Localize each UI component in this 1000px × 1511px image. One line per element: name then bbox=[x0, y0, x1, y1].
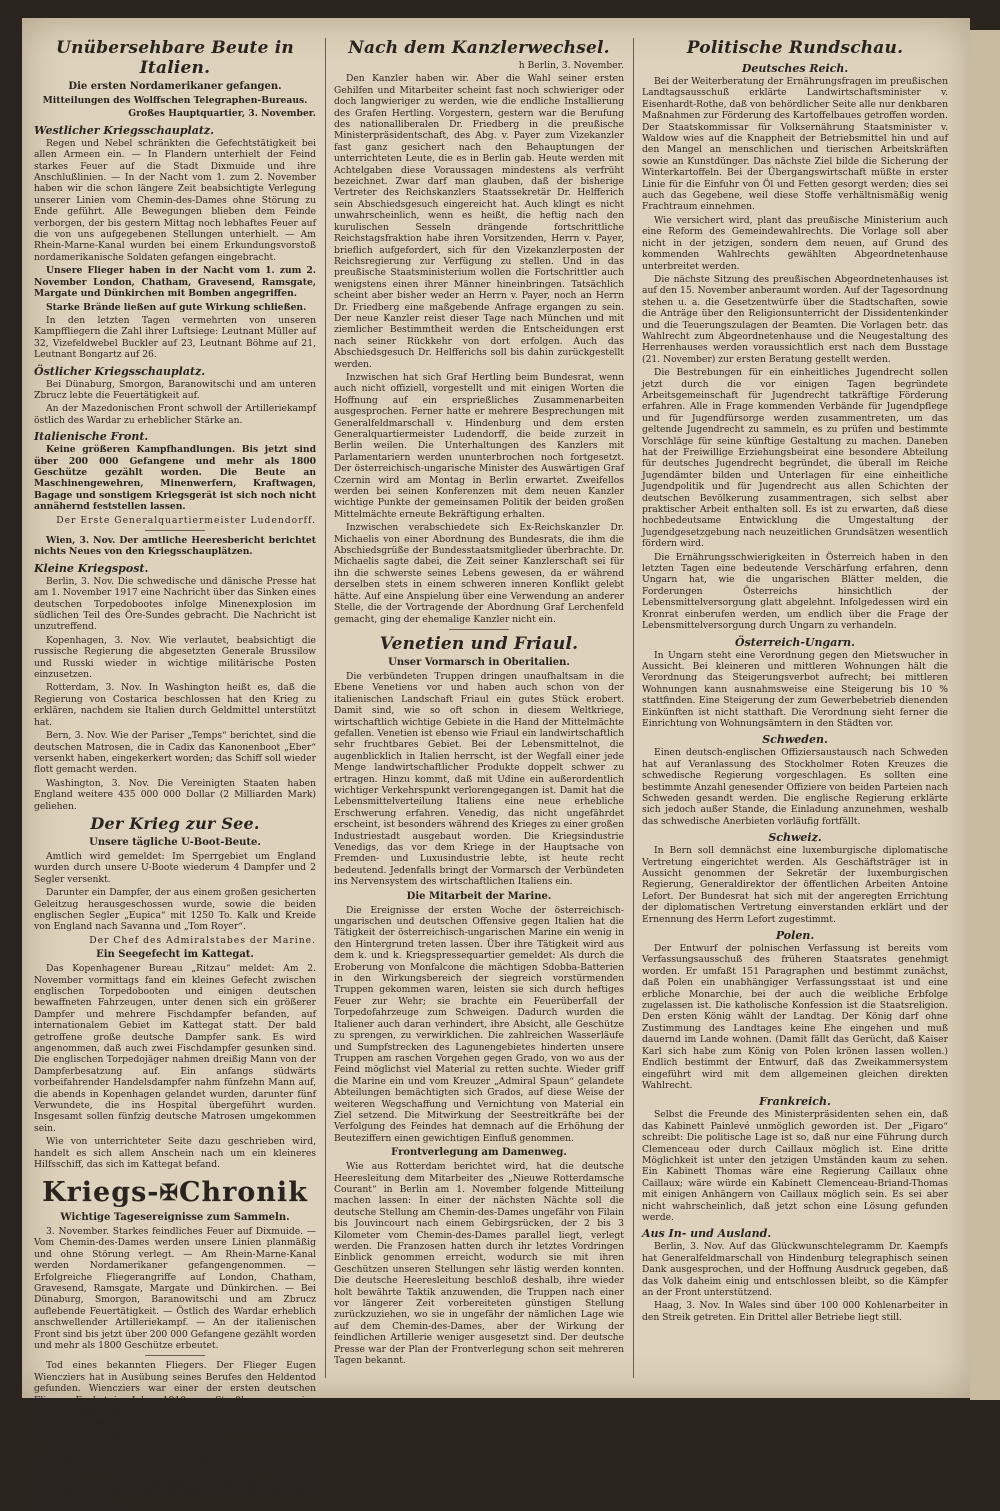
section-kriegspost: Kleine Kriegspost. bbox=[34, 561, 149, 575]
paragraph: Washington, 3. Nov. Die Vereinigten Staaten haben England weitere 435 000 000 Dollar (2 Milliarden Mark) geliehen. bbox=[34, 777, 316, 812]
paragraph: Den Kanzler haben wir. Aber die Wahl seiner ersten Gehilfen und Mitarbeiter scheint fast noch schwieriger oder doch langwieriger zu werden, wie die endliche Installierung des Grafen Hertling. Vorgestern, gestern war die Berufung des nationalliberalen Dr. Friedberg in die preußische Ministerpräsidentschaft, des Abg. v. Payer zum Vizekanzler fast ganz gesichert nach den Behauptungen der unterrichteten Leute, die es in Berlin gab. Heute werden mit Achtelgaben diese Voraussagen mindestens als verfrüht bezeichnet. Zwar darf man glauben, daß der bisherige Vertreter des Reichskanzlers Staatssekretär Dr. Helfferich sein Abschiedsgesuch eingereicht hat. Auch klingt es nicht unwahrscheinlich, wenn es heißt, die heftig nach den kurulischen Sesseln drängende fortschrittliche Reichstagsfraktion habe ihren Vorsitzenden, Herrn v. Payer, brieflich aufgefordert, sich für den Vizekanzlerposten der Reichsregierung zur Verfügung zu stellen. Und in das preußische Staatsministerium wollen die Fortschrittler auch wenigstens einen ihrer Männer hineinbringen. Tatsächlich scheint aber bisher weder an Herrn v. Payer, noch an Herrn Dr. Friedberg eine maßgebende Anfrage ergangen zu sein. Der neue Kanzler reist dieser Tage nach München und mit ziemlicher Bestimmtheit werden die Entscheidungen erst nach seiner Rückkehr von dort erfolgen. Auch das Abschiedsgesuch Dr. Helfferichs soll bis dahin zurückgestellt werden. bbox=[334, 73, 624, 370]
paragraph: Bern, 3. Nov. Wie der Pariser „Temps“ berichtet, sind die deutschen Matrosen, die in Cadix das Kanonenboot „Eber“ versenkt haben, eingekerkert worden; das Schiff soll wieder flott gemacht werden. bbox=[34, 730, 316, 776]
paragraph: Haag, 3. Nov. In Wales sind über 100 000 Kohlenarbeiter in den Streik getreten. Ein Drittel aller Betriebe liegt still. bbox=[642, 1300, 948, 1323]
subhead-chronik: Wichtige Tagesereignisse zum Sammeln. bbox=[60, 1212, 290, 1223]
headline-kanzlerwechsel: Nach dem Kanzlerwechsel. bbox=[348, 38, 610, 58]
subhead-marine: Die Mitarbeit der Marine. bbox=[406, 890, 552, 902]
column-rule bbox=[633, 38, 634, 1378]
paragraph: 3. November. Starkes feindliches Feuer auf Dixmuide. — Vom Chemin-des-Dames werden unsere Linien planmäßig und ohne Störung verlegt. — Am Rhein-Marne-Kanal werden Nordamerikaner gefangengenommen. — Erfolgreiche Fliegerangriffe auf London, Chatham, Gravesend, Ramsgate, Margate und Dünkirchen. — Bei Dünaburg, Smorgon, Baranowitschi und am Zbrucz auflebende Feuertätigkeit. — Östlich des Wardar erheblich anschwellender Artilleriekampf. — An der italienischen Front sind bis jetzt über 200 000 Gefangene gezählt worden und mehr als 1800 Geschütze erbeutet. bbox=[34, 1226, 316, 1352]
section-schweiz: Schweiz. bbox=[768, 831, 822, 845]
paragraph: Das Kopenhagener Bureau „Ritzau“ meldet: Am 2. November vormittags fand ein kleines Gefecht zwischen englischen Torpedobooten und einigen deutschen bewaffneten Fahrzeugen, unter denen sich ein größerer Dampfer und mehrere Fischdampfer befanden, auf internationalem Gebiet im Kattegat statt. Der bald getroffene große deutsche Dampfer sank. Es wird angenommen, daß auch zwei Fischdampfer gesunken sind. Die englischen Torpedojäger nahmen dreißig Mann von der Dampferbesatzung auf. Ein anfangs südwärts vorbeifahrender Handelsdampfer nahm fünfzehn Mann auf, die abends in Kopenhagen gelandet wurden, darunter fünf Verwundete, die ins Hospital übergeführt wurden. Insgesamt sollen fünfzig deutsche Matrosen umgekommen sein. bbox=[34, 963, 316, 1134]
adjacent-page-edge bbox=[970, 30, 1000, 1400]
headline-beute: Unübersehbare Beute in Italien. bbox=[56, 38, 294, 78]
divider bbox=[145, 1355, 205, 1356]
iron-cross-icon: ✠ bbox=[159, 1180, 179, 1206]
paragraph: Darunter ein Dampfer, der aus einem großen gesicherten Geleitzug herausgeschossen wurde, sowie die beiden englischen Segler „Eupica“ mit 1250 To. Kalk und Kreide von England nach Savanna und „Tom Royer“. bbox=[34, 887, 316, 933]
paragraph: Die Ernährungsschwierigkeiten in Österreich haben in den letzten Tagen eine bedeutende Verschärfung erfahren, denn Ungarn hat, wie die ungarischen Blätter melden, die Forderungen Österreichs hinsichtlich der Lebensmittelversorgung glatt abgelehnt. Infolgedessen wird ein Kronrat einberufen werden, um endlich über die Frage der Lebensmittelversorgung durch Ungarn zu verhandeln. bbox=[642, 551, 948, 632]
chronik-left: Kriegs- bbox=[42, 1176, 160, 1208]
paragraph: Regen und Nebel schränkten die Gefechtstätigkeit bei allen Armeen ein. — In Flandern unterhielt der Feind starkes Feuer auf die Stadt Dixmuide und ihre Anschlußlinien. — In der Nacht vom 1. zum 2. November haben wir die schon längere Zeit beabsichtigte Verlegung unserer Linien vom Chemin-des-Dames ohne Störung zu Ende geführt. Alle Bewegungen blieben dem Feinde verborgen, der bis gestern Mittag noch lebhaftes Feuer auf die von uns aufgegebenen Stellungen unterhielt. — Am Rhein-Marne-Kanal wurden bei einem Erkundungsvorstoß nordamerikanische Soldaten gefangen eingebracht. bbox=[34, 137, 316, 263]
column-rule bbox=[325, 38, 326, 1378]
paragraph: Wie aus Rotterdam berichtet wird, hat die deutsche Heeresleitung dem Mitarbeiter des „Nieuwe Rotterdamsche Courant“ in Berlin am 1. November folgende Mitteilung machen lassen: In einer der nächsten Nächte soll die deutsche Stellung am Chemin-des-Dames ungefähr von Filain bis Jouvincourt nach einem Gebirgsrücken, der 2 bis 3 Kilometer vom Chemin-des-Dames parallel liegt, verlegt werden. Die Franzosen hatten durch ihr letztes Vordringen Einblick genommen erreicht, wodurch sie mit ihren Geschützen unseren Stellungen sehr lästig werden konnten. Die deutsche Heeresleitung beschloß deshalb, ihre wieder holt bewährte Taktik anzuwenden, die Truppen nach einer vor längerer Zeit vorbereiteten günstigen Stellung zurückzuziehen, wo sie in ungefähr der nämlichen Lage wie auf dem Chemin-des-Dames, aber der Wirkung der feindlichen Artillerie weniger ausgesetzt sind. Der deutsche Presse war der Plan der Frontverlegung schon seit mehreren Tagen bekannt. bbox=[334, 1161, 624, 1367]
newspaper-page bbox=[22, 18, 970, 1511]
paragraph: Berlin, 3. Nov. Auf das Glückwunschtelegramm Dr. Kaempfs hat Generalfeldmarschall von Hindenburg telegraphisch seinen Dank ausgesprochen, und der Hoffnung Ausdruck gegeben, daß das Volk daheim einig und entschlossen bleibt, so die Kämpfer an der Front unterstützend. bbox=[642, 1241, 948, 1298]
paragraph: Bei der Weiterberatung der Ernährungsfragen im preußischen Landtagsausschuß erklärte Landwirtschaftsminister v. Eisenhardt-Rothe, daß von behördlicher Seite alle nur denkbaren Maßnahmen zur Förderung des Kartoffelbaues getroffen worden. Der Staatskommissar für Volksernährung Staatsminister v. Waldow wies auf die Knappheit der Betriebsmittel hin und auf den Mangel an menschlichen und tierischen Arbeitskräften sowie an Kunstdünger. Das nächste Ziel bilde die Sicherung der Winterkartoffeln. Bei der Übergangswirtschaft müßte in erster Linie für die Einfuhr von Öl und Fetten gesorgt werden; dies sei auch das Gegebene, weil diese Stoffe verhältnismäßig wenig Frachtraum einnehmen. bbox=[642, 76, 948, 213]
paragraph: Inzwischen verabschiedete sich Ex-Reichskanzler Dr. Michaelis von einer Abordnung des Bundesrats, die ihm die Abschiedsgrüße der Bundesstaatsmitglieder überbrachte. Dr. Michaelis sagte dabei, die Zeit seiner Kanzlerschaft sei für ihn die schwerste seines Lebens gewesen, da er während derselben stets in einem schweren inneren Konflikt gelebt hätte. Auf eine Anspielung über eine Verwendung an anderer Stelle, die der Vortragende der Abordnung Graf Lerchenfeld gemacht, ging der ehemalige Kanzler nicht ein. bbox=[334, 522, 624, 625]
paragraph: Bei Dünaburg, Smorgon, Baranowitschi und am unteren Zbrucz lebte die Feuertätigkeit auf. bbox=[34, 378, 316, 401]
dateline-berlin: h Berlin, 3. November. bbox=[518, 60, 624, 71]
signature-ludendorff: Der Erste Generalquartiermeister Ludendorff. bbox=[56, 514, 316, 526]
subhead-kattegat: Ein Seegefecht im Kattegat. bbox=[96, 949, 254, 961]
section-east: Östlicher Kriegsschauplatz. bbox=[34, 364, 206, 378]
paragraph: Amtlich wird gemeldet: Im Sperrgebiet um England wurden durch unsere U-Boote wiederum 4 Dampfer und 2 Segler versenkt. bbox=[34, 850, 316, 885]
divider bbox=[449, 629, 509, 630]
hq-dateline: Großes Hauptquartier, 3. November. bbox=[128, 108, 316, 120]
chronik-right: Chronik bbox=[178, 1176, 308, 1208]
subhead-nordamerikaner: Die ersten Nordamerikaner gefangen. bbox=[68, 81, 282, 92]
paragraph: Einen deutsch-englischen Offiziersaustausch nach Schweden hat auf Veranlassung des Stockholmer Roten Kreuzes die schwedische Regierung vorgeschlagen. Es sollten eine bestimmte Anzahl genesender Offiziere von beiden Parteien nach Schweden gesandt werden. Die englische Regierung erklärte sich jedoch außer Stande, die Einladung anzunehmen, weshalb das schwedische Anerbieten vorläufig fortfällt. bbox=[642, 747, 948, 827]
section-polen: Polen. bbox=[775, 929, 815, 943]
paragraph: An der Mazedonischen Front schwoll der Artilleriekampf östlich des Wardar zu erheblicher Stärke an. bbox=[34, 403, 316, 426]
section-italy: Italienische Front. bbox=[34, 430, 149, 444]
signature-admiralstab: Der Chef des Admiralstabes der Marine. bbox=[89, 934, 316, 946]
paragraph-wien: Wien, 3. Nov. Der amtliche Heeresbericht berichtet nichts Neues von den Kriegsschauplätzen. bbox=[34, 535, 316, 558]
column-middle bbox=[334, 38, 624, 1388]
paragraph: Der Entwurf der polnischen Verfassung ist bereits vom Verfassungsausschuß des früheren Staatsrates genehmigt worden. Er umfaßt 151 Paragraphen und bestimmt zunächst, daß Polen ein unabhängiger Verfassungsstaat ist und eine erbliche Monarchie, bei der auch die weibliche Erbfolge zugelassen ist. Die katholische Konfession ist die Staatsreligion. Den ersten König wählt der Landtag. Der König darf ohne Zustimmung des Landtages keine Ehe eingehen und muß dauernd im Lande wohnen. (Damit fällt das Gerücht, daß Kaiser Karl sich habe zum König von Polen krönen lassen wollen.) Endlich bestimmt der Entwurf, daß das Zweikammersystem eingeführt wird mit dem allgemeinen gleichen direkten Wahlrecht. bbox=[642, 943, 948, 1091]
section-frankreich: Frankreich. bbox=[759, 1095, 831, 1109]
paragraph: Unsere Flieger haben in der Nacht vom 1. zum 2. November London, Chatham, Gravesend, Ramsgate, Margate und Dünkirchen mit Bomben angegriffen. bbox=[34, 265, 316, 300]
paragraph: Die Bestrebungen für ein einheitliches Jugendrecht sollen jetzt durch die vor einigen Tagen begründete Arbeitsgemeinschaft für Jugendrecht tatkräftige Förderung erfahren. Alle in Frage kommenden Verbände für Jugendpflege und für Jugendfürsorge werden zusammentreten, um das geltende Jugendrecht zu sammeln, es zu prüfen und bestimmte Vorschläge für seine künftige Gestaltung zu machen. Daneben hat der Freiwillige Erziehungsbeirat eine besondere Abteilung für deutsches Jugendrecht begründet, die überall im Reiche Jugendämter bilden und Unterlagen für eine einheitliche Jugendpolitik und für Jugendrecht aus allen Schichten der deutschen Bevölkerung zusammentragen, sich selbst aber praktischer Arbeit enthalten soll. Es ist zu erwarten, daß diese hochbedeutsame Entwicklung die Umgestaltung der Jugendgesetzgebung nach neuzeitlichen Grundsätzen wesentlich fördern wird. bbox=[642, 367, 948, 550]
headline-see: Der Krieg zur See. bbox=[90, 813, 260, 833]
headline-rundschau: Politische Rundschau. bbox=[686, 38, 904, 58]
paragraph: Starke Brände ließen auf gute Wirkung schließen. bbox=[46, 301, 307, 313]
section-oesterreich: Österreich-Ungarn. bbox=[735, 635, 855, 649]
section-reich: Deutsches Reich. bbox=[741, 62, 849, 75]
paragraph: Keine größeren Kampfhandlungen. Bis jetzt sind über 200 000 Gefangene und mehr als 1800 Geschütze gezählt worden. Die Beute an Maschinengewehren, Minenwerfern, Kraftwagen, Bagage und sonstigem Kriegsgerät ist sich noch nicht annähernd feststellen lassen. bbox=[34, 444, 316, 513]
column-left bbox=[34, 38, 316, 1511]
paragraph-wilddiebe: Von Wilddieben ermordet wurde in einem Tannenwalde bei Leipzig der Förster Jahn des Rittergutes Breitenfeld. Er wurde mit zertrümmertem Schädel und durchschnittener Kehle in einer Blutlache liegend aufgefunden. Auf die Ergreifung der Täter ist eine Belohnung von 1000 Mark ausgesetzt worden. bbox=[34, 1442, 316, 1511]
subhead-damenweg: Frontverlegung am Damenweg. bbox=[391, 1147, 567, 1159]
paragraph: Rotterdam, 3. Nov. In Washington heißt es, daß die Regierung von Costarica beschlossen hat den Krieg zu erklären, nachdem sie Italien durch Geldmittel unterstützt hat. bbox=[34, 682, 316, 728]
paragraph: Wie von unterrichteter Seite dazu geschrieben wird, handelt es sich allem Anschein nach um ein kleineres Hilfsschiff, das sich im Kattegat befand. bbox=[34, 1136, 316, 1171]
paragraph: In Bern soll demnächst eine luxemburgische diplomatische Vertretung eingerichtet werden. Als Geschäftsträger ist in Aussicht genommen der Sekretär der luxemburgischen Regierung, Generaldirektor der öffentlichen Arbeiten Antoine Lefort. Der Bundesrat hat sich mit der angeregten Errichtung der diplomatischen Vertretung einverstanden erklärt und der Ernennung des Herrn Lefort zugestimmt. bbox=[642, 845, 948, 925]
kriegs-chronik-title bbox=[34, 1177, 316, 1210]
paragraph: In den letzten Tagen vermehrten von unseren Kampffliegern die Zahl ihrer Luftsiege: Leutnant Müller auf 32, Vizefeldwebel Buckler auf 23, Leutnant Böhme auf 21, Leutnant Bongartz auf 26. bbox=[34, 314, 316, 361]
section-schweden: Schweden. bbox=[762, 733, 828, 747]
paragraph: Inzwischen hat sich Graf Hertling beim Bundesrat, wenn auch nicht offiziell, vorgestellt und mit einigen Worten die Hoffnung auf ein ersprießliches Zusammenarbeiten ausgesprochen. Ferner hatte er mehrere Besprechungen mit Generalfeldmarschall v. Hindenburg und dem ersten Generalquartiermeister Ludendorff, die beide zurzeit in Berlin weilen. Die Unterhaltungen des Kanzlers mit Parlamentariern werden ununterbrochen noch fortgesetzt. Der österreichisch-ungarische Minister des Auswärtigen Graf Czernin wird am Montag in Berlin erwartet. Zweifellos werden bei seinen Konferenzen mit dem neuen Kanzler wichtige Punkte der gemeinsamen Politik der beiden großen Mittelmächte erneute Bekräftigung erhalten. bbox=[334, 371, 624, 520]
divider bbox=[145, 530, 205, 531]
paragraph: Die Ereignisse der ersten Woche der österreichisch-ungarischen und deutschen Offensive gegen Italien hat die Tätigkeit der österreichisch-ungarischen Marine ein wenig in den Hintergrund treten lassen. Über ihre Tätigkeit wird aus dem k. und k. Kriegspressequartier gemeldet: Als durch die Eroberung von Monfalcone die mächtigen Sdobba-Batterien in den Wirkungsbereich der siegreich vorstürmenden Truppen gekommen waren, leisten sie sich durch heftiges Feuer zur Wehr; sie brachte ein Feuerüberfall der Torpedofahrzeuge zum Schweigen. Dadurch wurden die Italiener auch daran verhindert, ihre Absicht, alle Geschütze zu sprengen, zu verwirklichen. Die zahlreichen Wasserläufe und Sumpfstrecken des Lagunengebietes hinderten unsere Truppen am raschen Vorgehen gegen Grado, von wo aus der Feind möglichst viel Material zu retten suchte. Wieder griff die Marine ein und vom Kreuzer „Admiral Spaun“ gelandete Abteilungen bemächtigten sich Grados, auf diese Weise der weiteren Wegschaffung und Vernichtung von Material ein Ziel setzend. Die Mitwirkung der Seestreitkräfte bei der Verfolgung des Feindes hat demnach auf die Erhöhung der Beuteziffern einen gewichtigen Einfluß genommen. bbox=[334, 904, 624, 1144]
paragraph: Wie versichert wird, plant das preußische Ministerium auch eine Reform des Gemeindewahlrechts. Die Vorlage soll aber nicht in der jetzigen, sondern dem neuen, auf Grund des kommenden Wahlrechts gewählten Abgeordnetenhause unterbreitet werden. bbox=[642, 214, 948, 272]
section-west: Westlicher Kriegsschauplatz. bbox=[34, 123, 214, 137]
subhead-uboot: Unsere tägliche U-Boot-Beute. bbox=[89, 836, 261, 848]
wtb-source: Mitteilungen des Wolffschen Telegraphen-Bureaus. bbox=[42, 95, 308, 106]
paragraph: Selbst die Freunde des Ministerpräsidenten sehen ein, daß das Kabinett Painlevé unmöglich geworden ist. Der „Figaro“ schreibt: Die politische Lage ist so, daß nur eine Führung durch Clemenceau oder durch Caillaux möglich ist. Eine dritte Möglichkeit ist unter den jetzigen Umständen kaum zu sehen. Ein Kabinett Thomas wäre eine Regierung Caillaux ohne Caillaux; wäre würde ein Kabinett Clemenceau-Briand-Thomas mit einigen Anhängern von Caillaux möglich sein. Es sei aber nicht wahrscheinlich, daß jetzt schon eine Lösung gefunden werde. bbox=[642, 1109, 948, 1223]
section-ausland: Aus In- und Ausland. bbox=[642, 1227, 772, 1241]
paragraph: Berlin, 3. Nov. Die schwedische und dänische Presse hat am 1. November 1917 eine Nachricht über das Sinken eines deutschen Torpedobootes infolge Minenexplosion im südlichen Teil des Öre-Sundes gebracht. Die Nachricht ist unzutreffend. bbox=[34, 575, 316, 633]
paragraph-flieger: Tod eines bekannten Fliegers. Der Flieger Eugen Wiencziers hat in Ausübung seines Berufes den Heldentod gefunden. Wiencziers war einer der ersten deutschen Flieger. Er hat im Jahre 1910 von Straßburg aus seine ersten Flüge gemacht und flog als erster um das Straßburger Münster, wofür er für das von dem Statthalter Grafen Wedel ausgesetzten Preis erhielt. bbox=[34, 1360, 316, 1440]
headline-venetien: Venetien und Friaul. bbox=[379, 633, 579, 654]
paragraph: Kopenhagen, 3. Nov. Wie verlautet, beabsichtigt die russische Regierung die abgesetzten Generale Brussilow und Russki wieder in wichtige militärische Posten einzusetzen. bbox=[34, 634, 316, 681]
subhead-vormarsch: Unser Vormarsch in Oberitalien. bbox=[388, 656, 570, 668]
paragraph: Die verbündeten Truppen dringen unaufhaltsam in die Ebene Venetiens vor und haben auch schon von der italienischen Landschaft Friaul ein gutes Stück erobert. Damit sind, wie so oft schon in diesem Weltkriege, wirtschaftlich wichtige Gebiete in die Hand der Mittelmächte gefallen. Venetien ist ebenso wie Friaul ein landwirtschaftlich sehr fruchtbares Gebiet. Bei der Lebensmittelnot, die augenblicklich in Italien herrscht, ist der Wegfall einer jede Menge landwirtschaftlicher Produkte doppelt schwer zu ertragen. Hinzu kommt, daß mit Udine ein außerordentlich wichtiger Verkehrspunkt verlorengegangen ist. Damit hat die Lebensmittelverteilung Italiens eine neue erhebliche Erschwerung erfahren. Venedig, das nicht ungefährdet erscheint, ist besonders während des Krieges zu einer großen Industriestadt ausgebaut worden. Die Kriegsindustrie Venedigs, das vor dem Kriege in der Hauptsache von Fremden- und Luxusindustrie lebte, ist heute recht bedeutend. Jedenfalls bringt der Vormarsch der Verbündeten ins Nervensystem des wirtschaftlichen Italiens ein. bbox=[334, 670, 624, 888]
paragraph: In Ungarn steht eine Verordnung gegen den Mietswucher in Aussicht. Bei kleineren und mittleren Wohnungen hält die Verordnung das Steigerungsverbot aufrecht; bei mittleren Wohnungen kann ausnahmsweise eine Steigerung bis 10 % stattfinden. Eine Steigerung der zum Gewerbebetrieb dienenden Einkünften ist nicht statthaft. Die Verordnung sieht ferner die Einrichtung von Wohnungsämtern in den Städten vor. bbox=[642, 649, 948, 729]
column-right bbox=[642, 38, 948, 1388]
paragraph: Die nächste Sitzung des preußischen Abgeordnetenhauses ist auf den 15. November anberaumt worden. Auf der Tagesordnung stehen u. a. die Gesetzentwürfe über die Stadtschaften, sowie die Anträge über den Religionsunterricht der Dissidentenkinder und die Teuerungszulagen der Beamten. Die Vorlagen betr. das Wahlrecht zum Abgeordnetenhause und die Neugestaltung des Herrenhauses werden voraussichtlich erst nach dem Busstage (21. November) zur ersten Beratung gestellt werden. bbox=[642, 273, 948, 365]
